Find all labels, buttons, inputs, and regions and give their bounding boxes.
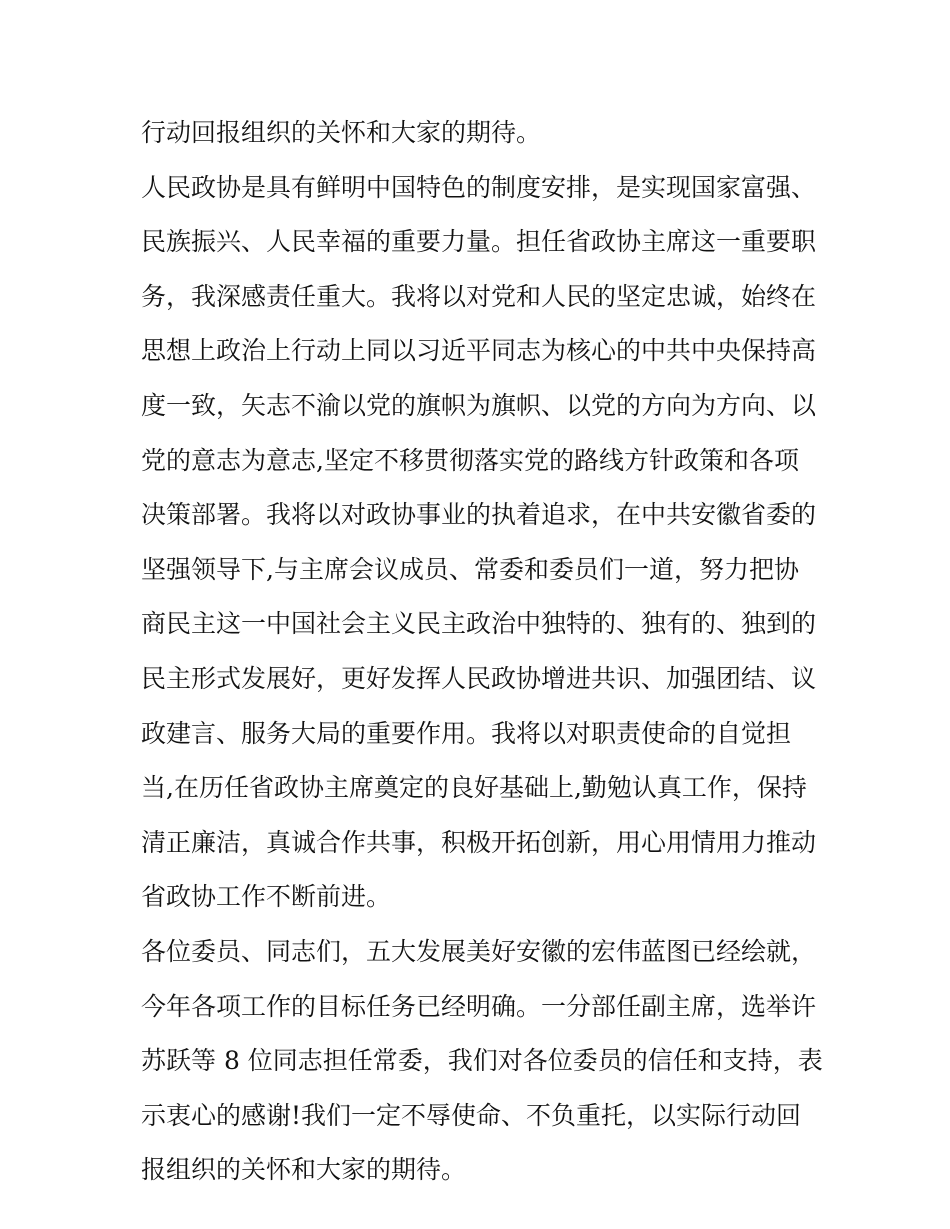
text-line: 民族振兴、人民幸福的重要力量。担任省政协主席这一重要职 xyxy=(141,227,817,257)
text-line: 民主形式发展好，更好发挥人民政协增进共识、加强团结、议 xyxy=(141,663,817,693)
text-line: 党的意志为意志,坚定不移贯彻落实党的路线方针政策和各项 xyxy=(141,445,799,475)
text-line: 清正廉洁，真诚合作共事，积极开拓创新，用心用情用力推动 xyxy=(141,827,817,857)
text-line: 人民政协是具有鲜明中国特色的制度安排，是实现国家富强、 xyxy=(141,172,817,202)
text-line: 各位委员、同志们，五大发展美好安徽的宏伟蓝图已经绘就， xyxy=(141,936,817,966)
text-line: 省政协工作不断前进。 xyxy=(141,882,392,912)
text-line: 今年各项工作的目标任务已经明确。一分部任副主席，选举许 xyxy=(141,991,817,1021)
text-line: 苏跃等 8 位同志担任常委，我们对各位委员的信任和支持，表 xyxy=(141,1046,823,1076)
text-line: 示衷心的感谢!我们一定不辱使命、不负重托，以实际行动回 xyxy=(141,1100,802,1130)
text-line: 度一致，矢志不渝以党的旗帜为旗帜、以党的方向为方向、以 xyxy=(141,390,817,420)
document-body xyxy=(141,106,821,1198)
text-line: 报组织的关怀和大家的期待。 xyxy=(141,1155,467,1185)
text-line: 商民主这一中国社会主义民主政治中独特的、独有的、独到的 xyxy=(141,609,817,639)
text-line: 当,在历任省政协主席奠定的良好基础上,勤勉认真工作，保持 xyxy=(141,773,807,803)
text-line: 决策部署。我将以对政协事业的执着追求，在中共安徽省委的 xyxy=(141,500,817,530)
text-line: 政建言、服务大局的重要作用。我将以对职责使命的自觉担 xyxy=(141,718,792,748)
text-line: 坚强领导下,与主席会议成员、常委和委员们一道，努力把协 xyxy=(141,554,799,584)
text-line: 思想上政治上行动上同以习近平同志为核心的中共中央保持高 xyxy=(141,336,817,366)
text-line: 务，我深感责任重大。我将以对党和人民的坚定忠诚，始终在 xyxy=(141,281,817,311)
text-line: 行动回报组织的关怀和大家的期待。 xyxy=(141,118,542,147)
